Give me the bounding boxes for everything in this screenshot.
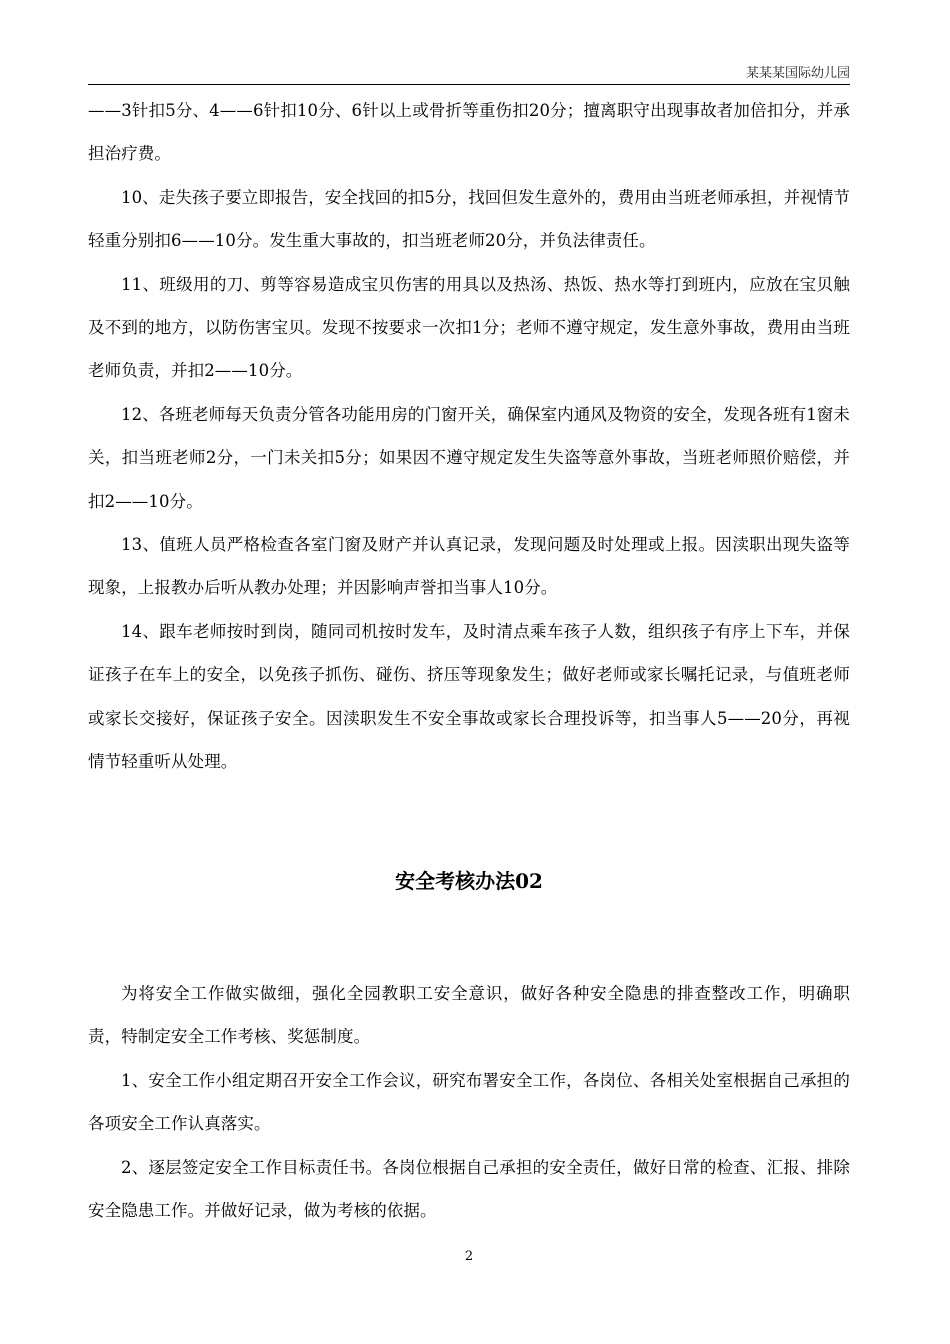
paragraph: 14、跟车老师按时到岗，随同司机按时发车，及时清点乘车孩子人数，组织孩子有序上下车，并保证孩子在车上的安全，以免孩子抓伤、碰伤、挤压等现象发生；做好老师或家长嘱托记录，与值班老师或家长交接好，保证孩子安全。因渎职发生不安全事故或家长合理投诉等，扣当事人5——20分，再视情节轻重听从处理。	[88, 621, 850, 772]
paragraph: 12、各班老师每天负责分管各功能用房的门窗开关，确保室内通风及物资的安全，发现各班有1窗未关，扣当班老师2分，一门未关扣5分；如果因不遵守规定发生失盗等意外事故，当班老师照价赔偿，并扣2——10分。	[88, 404, 850, 511]
section2-body	[88, 972, 850, 1232]
paragraph: 2、逐层签定安全工作目标责任书。各岗位根据自己承担的安全责任，做好日常的检查、汇报、排除安全隐患工作。并做好记录，做为考核的依据。	[88, 1157, 850, 1221]
section-title: 安全考核办法02	[395, 869, 543, 893]
paragraph: 11、班级用的刀、剪等容易造成宝贝伤害的用具以及热汤、热饭、热水等打到班内，应放在宝贝触及不到的地方，以防伤害宝贝。发现不按要求一次扣1分；老师不遵守规定，发生意外事故，费用由当班老师负责，并扣2——10分。	[88, 274, 850, 381]
paragraph: ——3针扣5分、4——6针扣10分、6针以上或骨折等重伤扣20分；擅离职守出现事故者加倍扣分，并承担治疗费。	[88, 101, 850, 164]
section1-body	[88, 89, 850, 784]
page-header	[88, 62, 850, 85]
paragraph: 1、安全工作小组定期召开安全工作会议，研究布署安全工作，各岗位、各相关处室根据自己承担的各项安全工作认真落实。	[88, 1070, 850, 1134]
paragraph: 13、值班人员严格检查各室门窗及财产并认真记录，发现问题及时处理或上报。因渎职出现失盗等现象，上报教办后听从教办处理；并因影响声誉扣当事人10分。	[88, 535, 850, 598]
page-number: 2	[464, 1249, 474, 1264]
header-org-name: 某某某国际幼儿园	[745, 66, 850, 81]
paragraph: 10、走失孩子要立即报告，安全找回的扣5分，找回但发生意外的，费用由当班老师承担，并视情节轻重分别扣6——10分。发生重大事故的，扣当班老师20分，并负法律责任。	[88, 187, 850, 251]
paragraph: 为将安全工作做实做细，强化全园教职工安全意识，做好各种安全隐患的排查整改工作，明确职责，特制定安全工作考核、奖惩制度。	[88, 984, 850, 1047]
